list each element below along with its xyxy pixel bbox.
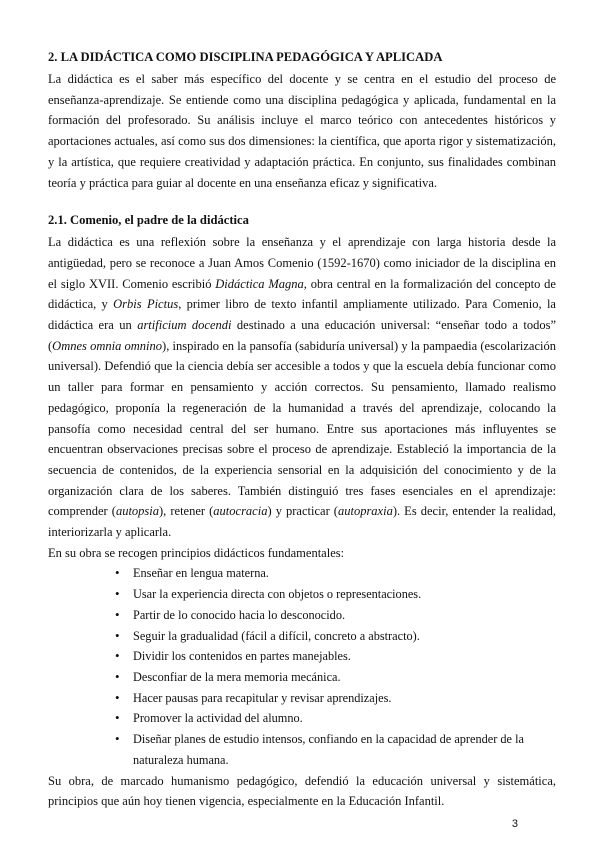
list-item: • Partir de lo conocido hacia lo desconocido. [133, 605, 556, 626]
principles-intro: En su obra se recogen principios didácticos fundamentales: [48, 545, 345, 560]
comenio-paragraph: La didáctica es una reflexión sobre la enseñanza y el aprendizaje con larga historia desde la antigüedad, pero se reconoce a Juan Amos Comenio (1592-1670) como iniciador de la disciplina en el siglo XVII. Comenio escribió Didáctica Magna, obra central en la formalización del concepto de didáctica, y Orbis Pictus, primer libro de texto infantil ampliamente utilizado. Para Comenio, la didáctica era un artificium docendi destinado a una educación universal: “enseñar todo a todos” (Omnes omnia omnino), inspirado en la pansofía (sabiduría universal) y la pampaedia (escolarización universal). Defendió que la ciencia debía ser accesible a todos y que la escuela debía funcionar como un taller para formar en pensamiento y acción correctos. Su pensamiento, llamado realismo pedagógico, proponía la regeneración de la humanidad a través del aprendizaje, colocando la pansofía como necesidad central del ser humano. Entre sus aportaciones más influyentes se encuentran observaciones precisas sobre el proceso de aprendizaje. Estableció la importancia de la secuencia de contenidos, de la experiencia sensorial en la adquisición del conocimiento y de la organización clara de los saberes. También distinguió tres fases esenciales en el aprendizaje: comprender (autopsia), retener (autocracia) y practicar (autopraxia). Es decir, entender la realidad, interiorizarla y aplicarla. [48, 235, 557, 540]
section-heading-2-1: 2.1. Comenio, el padre de la didáctica [48, 213, 249, 228]
list-item: • Hacer pausas para recapitular y revisar aprendizajes. [133, 688, 556, 709]
list-item: • Dividir los contenidos en partes manejables. [133, 646, 556, 667]
list-item: • Diseñar planes de estudio intensos, confiando en la capacidad de aprender de la naturaleza humana. [133, 729, 556, 770]
list-item: • Usar la experiencia directa con objetos o representaciones. [133, 584, 556, 605]
list-item: • Enseñar en lengua materna. [133, 563, 556, 584]
list-item: • Promover la actividad del alumno. [133, 708, 556, 729]
closing-paragraph: Su obra, de marcado humanismo pedagógico, defendió la educación universal y sistemática, principios que aún hoy tienen vigencia, especialmente en la Educación Infantil. [48, 773, 556, 809]
section-2-paragraph: La didáctica es el saber más específico del docente y se centra en el estudio del proceso de enseñanza-aprendizaje. Se entiende como una disciplina pedagógica y aplicada, fundamental en la formación del profesorado. Su análisis incluye el marco teórico con antecedentes históricos y aportaciones actuales, así como sus dos dimensiones: la científica, que aporta rigor y sistematización, y la artística, que requiere creatividad y adaptación práctica. En conjunto, sus finalidades combinan teoría y práctica para guiar al docente en una enseñanza eficaz y significativa. [48, 72, 556, 190]
principles-list [48, 563, 556, 770]
section-heading-2: 2. LA DIDÁCTICA COMO DISCIPLINA PEDAGÓGICA Y APLICADA [48, 50, 443, 64]
list-item: • Seguir la gradualidad (fácil a difícil, concreto a abstracto). [133, 626, 556, 647]
document-page [48, 48, 556, 812]
list-item: • Desconfiar de la mera memoria mecánica. [133, 667, 556, 688]
page-number: 3 [511, 818, 518, 830]
